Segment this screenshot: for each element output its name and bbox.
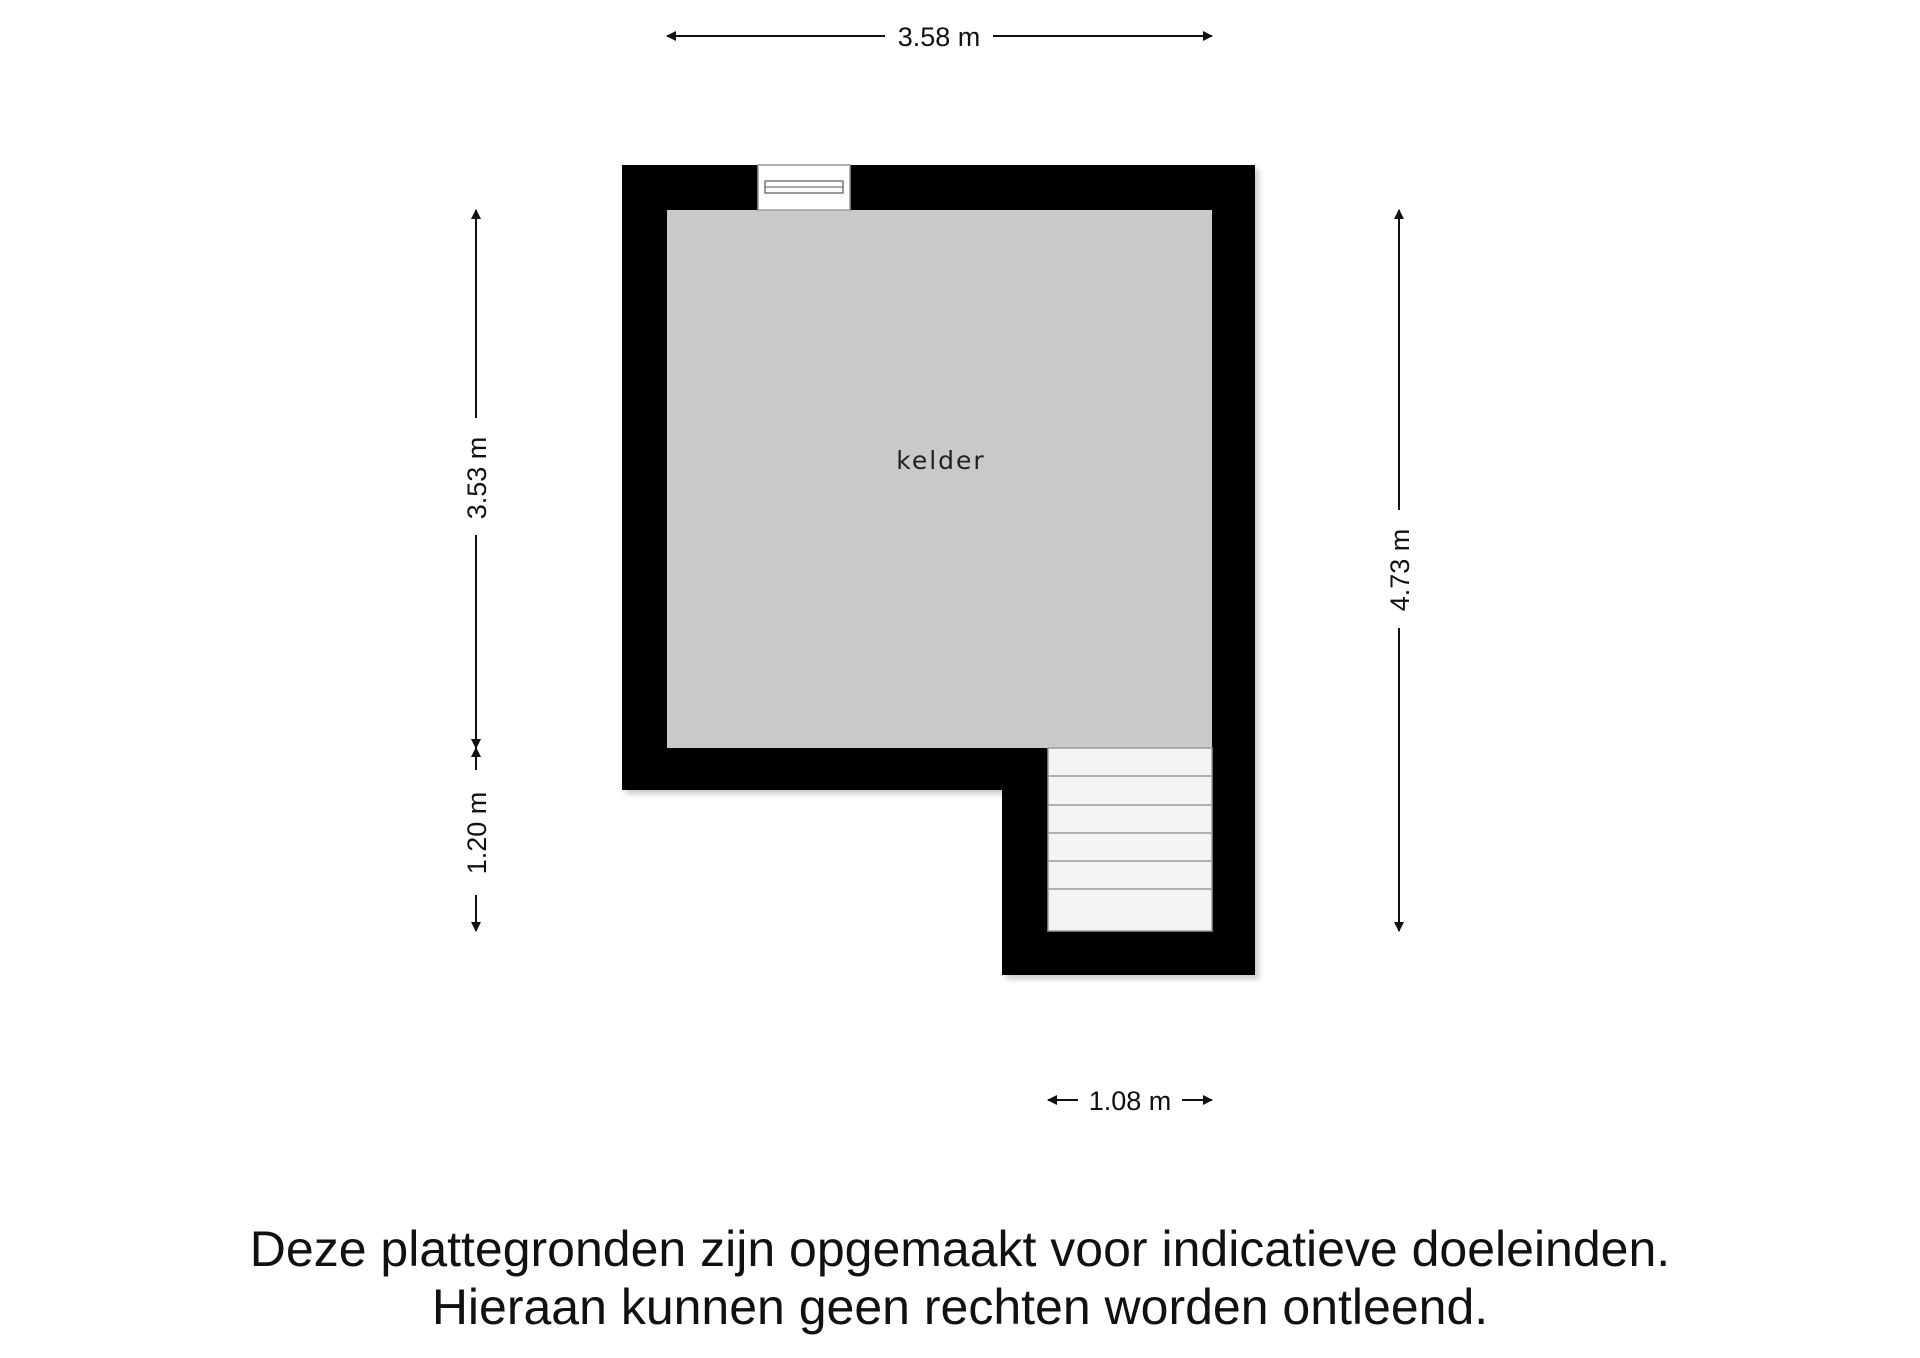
window [758, 165, 850, 210]
dimension-left-upper-label: 3.53 m [462, 436, 492, 520]
dimension-top-width-label: 3.58 m [897, 22, 981, 52]
dimension-top-width [667, 22, 1212, 52]
room-floor-kelder [667, 210, 1212, 748]
dimension-left-lower [462, 748, 492, 931]
room-label: kelder [896, 446, 986, 475]
staircase [1048, 748, 1212, 931]
disclaimer-line-2: Hieraan kunnen geen rechten worden ontleend. [431, 1279, 1489, 1335]
dimension-right-height-label: 4.73 m [1385, 528, 1415, 612]
dimension-right-height [1385, 210, 1415, 931]
dimension-bottom-width-label: 1.08 m [1088, 1086, 1172, 1116]
dimension-left-upper [462, 210, 492, 748]
dimension-left-lower-label: 1.20 m [462, 791, 492, 875]
dimension-bottom-width [1048, 1086, 1212, 1116]
disclaimer-line-1: Deze plattegronden zijn opgemaakt voor indicatieve doeleinden. [249, 1221, 1671, 1277]
